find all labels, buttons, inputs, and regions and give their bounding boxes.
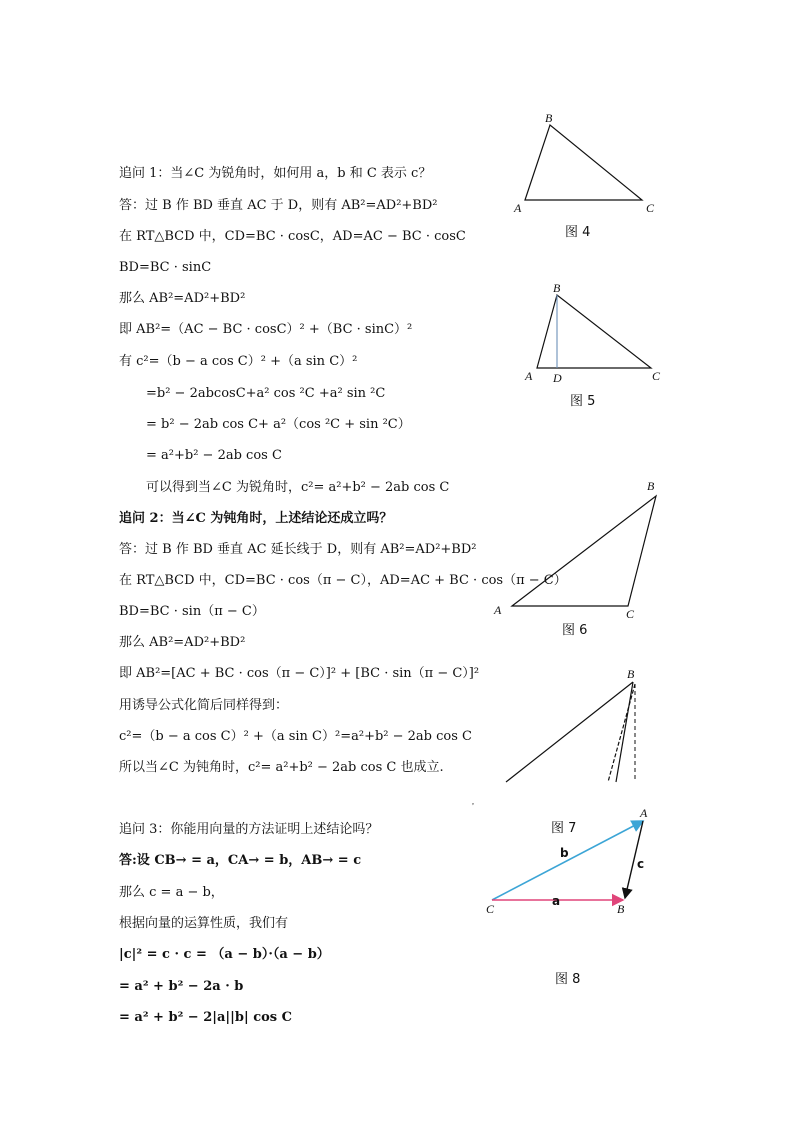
- q1-line-11: 可以得到当∠C 为锐角时，c²= a²+b² − 2ab cos C: [146, 480, 450, 495]
- label-a-point: A: [640, 806, 648, 820]
- q2-answer: 答：过 B 作 BD 垂直 AC 延长线于 D，则有 AB²=AD²+BD²: [119, 542, 477, 557]
- q1-line-7: 有 c²=（b − a cos C）² +（a sin C）²: [119, 354, 358, 369]
- q1-line-8: =b² − 2abcosC+a² cos ²C +a² sin ²C: [146, 386, 386, 401]
- q1-title: 追问 1：当∠C 为锐角时，如何用 a，b 和 C 表示 c？: [119, 166, 432, 181]
- q2-line-3: 在 RT△BCD 中，CD=BC · cos（π − C），AD=AC + BC · cos（π − C）: [119, 573, 567, 588]
- figure-6-caption: 图 6: [562, 623, 588, 638]
- side-bc: [616, 682, 633, 782]
- label-b: B: [545, 111, 553, 125]
- triangle-abc: [512, 496, 656, 606]
- side-ab: [506, 682, 633, 782]
- q2-line-5: 那么 AB²=AD²+BD²: [119, 635, 246, 650]
- q1-answer: 答：过 B 作 BD 垂直 AC 于 D，则有 AB²=AD²+BD²: [119, 198, 438, 213]
- q3-title: 追问 3：你能用向量的方法证明上述结论吗？: [119, 822, 379, 837]
- q2-title: 追问 2：当∠C 为钝角时，上述结论还成立吗？: [119, 511, 393, 526]
- q1-line-9: = b² − 2ab cos C+ a²（cos ²C + sin ²C）: [146, 417, 411, 432]
- figure-8-caption: 图 8: [555, 972, 581, 987]
- triangle-abc: [525, 125, 642, 200]
- label-d: D: [553, 371, 562, 385]
- label-a: A: [494, 603, 502, 617]
- label-a: A: [514, 201, 522, 215]
- label-c: C: [652, 369, 661, 383]
- figure-5-caption: 图 5: [570, 394, 596, 409]
- label-b-point: B: [617, 902, 625, 916]
- label-c: C: [626, 607, 635, 621]
- q1-line-4: BD=BC · sinC: [119, 260, 212, 275]
- figure-4-caption: 图 4: [565, 225, 591, 240]
- figure-7-caption: 图 7: [551, 821, 577, 836]
- stray-mark: ,: [472, 797, 474, 806]
- label-b: B: [627, 667, 635, 681]
- vector-b: [492, 821, 643, 900]
- q2-line-4: BD=BC · sin（π − C）: [119, 604, 265, 619]
- q2-line-7: 用诱导公式化简后同样得到：: [119, 698, 289, 713]
- q1-line-10: = a²+b² − 2ab cos C: [146, 448, 282, 463]
- figure-8: [480, 805, 660, 920]
- q1-line-3: 在 RT△BCD 中，CD=BC · cosC，AD=AC − BC · cosC: [119, 229, 466, 244]
- figure-4: [510, 110, 670, 220]
- q2-line-9: 所以当∠C 为钝角时，c²= a²+b² − 2ab cos C 也成立.: [119, 760, 444, 775]
- q2-line-8: c²=（b − a cos C）² +（a sin C）²=a²+b² − 2ab cos C: [119, 729, 472, 744]
- label-a: A: [525, 369, 533, 383]
- label-vector-b: b: [560, 846, 569, 860]
- q1-line-6: 即 AB²=（AC − BC · cosC）² +（BC · sinC）²: [119, 322, 413, 337]
- figure-6: [488, 478, 668, 623]
- q3-line-4: 根据向量的运算性质，我们有: [119, 916, 289, 931]
- label-c-point: C: [486, 902, 495, 916]
- figure-7: [468, 664, 658, 809]
- q1-line-5: 那么 AB²=AD²+BD²: [119, 291, 246, 306]
- q3-line-6: = a² + b² − 2a · b: [119, 979, 244, 994]
- label-b: B: [553, 281, 561, 295]
- q3-line-5: |c|² = c · c = （a − b）·（a − b）: [119, 947, 330, 962]
- label-b: B: [647, 479, 655, 493]
- q3-line-7: = a² + b² − 2|a||b| cos C: [119, 1010, 292, 1025]
- q2-line-6: 即 AB²=[AC + BC · cos（π − C）]² + [BC · sin（π − C）]²: [119, 666, 480, 681]
- label-vector-c: c: [637, 857, 645, 871]
- figure-5: [515, 280, 675, 385]
- label-vector-a: a: [552, 894, 561, 908]
- triangle-abc: [537, 295, 651, 368]
- q3-answer: 答:设 CB→ = a，CA→ = b，AB→ = c: [119, 853, 362, 868]
- q3-line-3: 那么 c = a − b，: [119, 885, 224, 900]
- label-c: C: [646, 201, 655, 215]
